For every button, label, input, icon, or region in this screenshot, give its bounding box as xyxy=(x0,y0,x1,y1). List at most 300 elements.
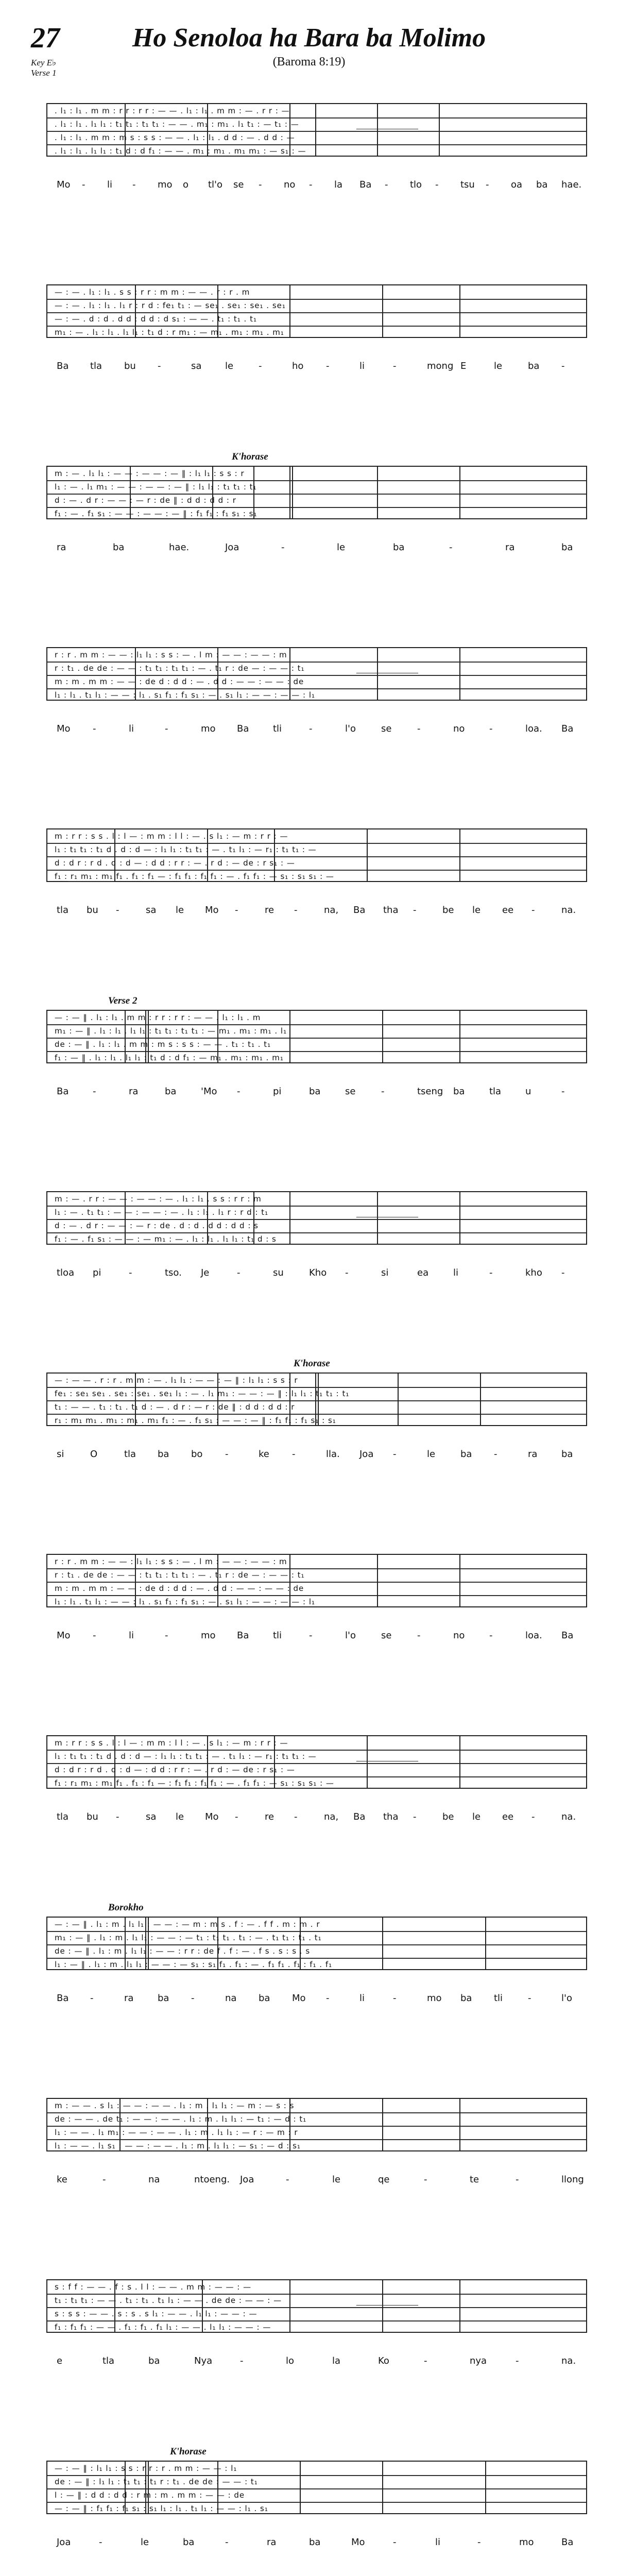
sol-fa-notes: m₁ : — . l₁ : l₁ . l₁ l₁ : t₁ d : r m₁ : — m₁ . m₁ : m₁ . m₁ xyxy=(55,328,284,337)
sol-fa-notes: m : m . m m : — — : de d : d d : — . d d : — — : — — : de xyxy=(55,1584,304,1593)
lyrics-line xyxy=(46,723,587,740)
lyric-syllable: la xyxy=(334,179,343,190)
lyric-syllable: - xyxy=(417,1630,421,1641)
lyric-syllable: - xyxy=(528,1993,531,2004)
sol-fa-notes: l₁ : — . t₁ t₁ : — — : — — : — . l₁ : l₁ . l₁ r : r d : t₁ xyxy=(55,1208,269,1217)
lyric-syllable: ba xyxy=(113,542,125,553)
sol-fa-staff xyxy=(46,466,587,519)
lyrics-line xyxy=(46,2174,587,2191)
lyrics-line xyxy=(46,1630,587,1647)
sol-fa-notes: m : — . r r : — — : — — : — . l₁ : l₁ . s s : r r : m xyxy=(55,1194,262,1204)
slur-mark xyxy=(68,1969,114,1970)
lyric-syllable: ra xyxy=(129,1086,139,1097)
lyric-syllable: - xyxy=(294,1811,298,1822)
lyrics-line xyxy=(46,1267,587,1284)
lyric-syllable: mo xyxy=(201,1630,216,1641)
lyric-syllable: le xyxy=(472,905,481,916)
tenor-row xyxy=(47,1400,586,1414)
sol-fa-notes: l₁ : t₁ t₁ : t₁ d . d : d — : l₁ l₁ : t₁ t₁ : — . t₁ l₁ : — r₁ : t₁ t₁ : — xyxy=(55,1752,317,1761)
sol-fa-notes: m₁ : — ‖ . l₁ : l₁ . l₁ l₁ : t₁ t₁ : t₁ t₁ : — m₁ . m₁ : m₁ . l₁ xyxy=(55,1026,287,1036)
sol-fa-notes: f₁ : — ‖ . l₁ : l₁ . l₁ l₁ : t₁ d : d f₁ : — m₁ . m₁ : m₁ . m₁ xyxy=(55,1053,284,1062)
lyric-syllable: tsu xyxy=(460,179,475,190)
sol-fa-notes: l₁ : l₁ . t₁ l₁ : — — : l₁ . s₁ f₁ : f₁ s₁ : — . s₁ l₁ : — — : — — : l₁ xyxy=(55,690,316,700)
lyric-syllable: ba xyxy=(309,1086,321,1097)
lyric-syllable: na xyxy=(225,1993,237,2004)
alto-row xyxy=(47,299,586,312)
alto-row xyxy=(47,117,586,131)
hymn-number: 27 xyxy=(31,22,60,54)
slur-mark xyxy=(68,1425,114,1426)
slur-mark xyxy=(68,881,114,882)
section-label: K'horase xyxy=(170,2446,207,2457)
soprano-row xyxy=(47,285,586,299)
sol-fa-notes: r : t₁ . de de : — — : t₁ t₁ : t₁ t₁ : — . t₁ r : de — : — — : t₁ xyxy=(55,664,305,673)
lyric-syllable: mong xyxy=(427,361,454,371)
lyric-syllable: - xyxy=(424,2355,427,2366)
lyric-syllable: bo xyxy=(191,1449,203,1460)
lyric-syllable: li xyxy=(359,361,365,371)
verse-1-label: Verse 1 xyxy=(31,67,57,78)
lyric-syllable: nya xyxy=(470,2355,487,2366)
sol-fa-staff xyxy=(46,284,587,338)
sol-fa-staff xyxy=(46,1191,587,1245)
lyric-syllable: Mo xyxy=(57,1630,71,1641)
lyric-syllable: - xyxy=(345,1267,349,1278)
lyric-syllable: - xyxy=(393,1449,397,1460)
lyric-syllable: mo xyxy=(519,2537,534,2548)
soprano-row xyxy=(47,2099,586,2112)
bass-row xyxy=(47,870,586,883)
sol-fa-notes: s : f f : — — . f : s . l l : — — . m m : — — : — xyxy=(55,2282,252,2292)
lyric-syllable: - xyxy=(561,361,565,371)
lyric-syllable: E xyxy=(460,361,467,371)
lyrics-line xyxy=(46,1993,587,2009)
lyric-syllable: tli xyxy=(494,1993,503,2004)
lyric-syllable: - xyxy=(494,1449,497,1460)
lyric-syllable: - xyxy=(225,1449,229,1460)
lyric-syllable: ba xyxy=(460,1993,472,2004)
lyric-syllable: - xyxy=(235,905,238,916)
bass-row xyxy=(47,1051,586,1064)
lyric-syllable: sa xyxy=(146,905,157,916)
lyric-syllable: Nya xyxy=(194,2355,213,2366)
lyric-syllable: na, xyxy=(324,1811,339,1822)
sol-fa-notes: f₁ : f₁ f₁ : — — . f₁ : f₁ . f₁ l₁ : — — . l₁ l₁ : — — : — xyxy=(55,2323,271,2332)
lyric-syllable: Ba xyxy=(353,1811,366,1822)
lyric-syllable: - xyxy=(225,2537,229,2548)
lyric-syllable: ba xyxy=(393,542,405,553)
alto-row xyxy=(47,1387,586,1400)
lyric-syllable: - xyxy=(449,542,453,553)
lyric-syllable: bu xyxy=(87,1811,98,1822)
lyric-syllable: - xyxy=(561,1267,565,1278)
lyric-syllable: - xyxy=(309,1630,313,1641)
lyric-syllable: - xyxy=(381,1086,385,1097)
lyric-syllable: Joa xyxy=(240,2174,254,2185)
lyric-syllable: tli xyxy=(273,723,282,734)
alto-row xyxy=(47,662,586,675)
tenor-row xyxy=(47,1038,586,1051)
sol-fa-notes: l₁ : — ‖ . l₁ : m . l₁ l₁ : — — : — s₁ : s₁ f₁ . f₁ : — . f₁ f₁ . f₁ : f₁ . f₁ xyxy=(55,1960,333,1969)
sol-fa-notes: . l₁ : l₁ . l₁ l₁ : t₁ t₁ : t₁ t₁ : — — . m₁ : m₁ . l₁ t₁ : — t₁ : — xyxy=(55,120,299,129)
lyric-syllable: ra xyxy=(57,542,66,553)
section-label: K'horase xyxy=(294,1358,330,1369)
lyric-syllable: lla. xyxy=(326,1449,340,1460)
lyric-syllable: - xyxy=(116,905,119,916)
lyric-syllable: - xyxy=(82,179,85,190)
lyric-syllable: hae. xyxy=(169,542,190,553)
sol-fa-notes: fe₁ : se₁ se₁ . se₁ : se₁ . se₁ l₁ : — . l₁ m₁ : — — : — ‖ : l₁ l₁ : t₁ t₁ : t₁ xyxy=(55,1389,350,1398)
lyric-syllable: - xyxy=(240,2355,244,2366)
lyric-syllable: - xyxy=(516,2174,519,2185)
sol-fa-staff xyxy=(46,1917,587,1970)
lyric-syllable: Ba xyxy=(57,361,69,371)
lyric-syllable: le xyxy=(141,2537,149,2548)
lyric-syllable: l'o xyxy=(345,723,356,734)
sol-fa-notes: m : m . m m : — — : de d : d d : — . d d : — — : — — : de xyxy=(55,677,304,686)
lyric-syllable: na, xyxy=(324,905,339,916)
lyric-syllable: - xyxy=(385,179,388,190)
alto-row xyxy=(47,2294,586,2307)
sol-fa-notes: l₁ : — . l₁ m₁ : — — : — — : — ‖ : l₁ l₁ : t₁ t₁ : t₁ xyxy=(55,482,257,492)
bass-row xyxy=(47,1414,586,1427)
tenor-row xyxy=(47,1219,586,1232)
lyric-syllable: ba xyxy=(536,179,548,190)
lyric-syllable: tso. xyxy=(165,1267,182,1278)
alto-row xyxy=(47,480,586,494)
lyric-syllable: Ba xyxy=(353,905,366,916)
lyric-syllable: le xyxy=(332,2174,341,2185)
sol-fa-notes: — : — — . r : r . m m : — . l₁ l₁ : — — : — ‖ : l₁ l₁ : s s : r xyxy=(55,1376,298,1385)
lyric-syllable: le xyxy=(337,542,346,553)
lyric-syllable: ee xyxy=(502,905,514,916)
bass-row xyxy=(47,507,586,520)
lyric-syllable: - xyxy=(93,1630,96,1641)
lyric-syllable: - xyxy=(191,1993,195,2004)
lyric-syllable: tla xyxy=(57,1811,69,1822)
sol-fa-notes: m : r r : s s . l : l — : m m : l l : — . s l₁ : — m : r r : — xyxy=(55,1738,288,1748)
tenor-row xyxy=(47,2307,586,2320)
lyric-syllable: ba xyxy=(528,361,540,371)
lyric-syllable: Joa xyxy=(359,1449,374,1460)
sol-fa-staff xyxy=(46,2279,587,2333)
lyric-syllable: bu xyxy=(87,905,98,916)
lyric-syllable: ra xyxy=(267,2537,277,2548)
lyric-syllable: ba xyxy=(148,2355,160,2366)
bass-row xyxy=(47,326,586,339)
lyric-syllable: llong xyxy=(561,2174,584,2185)
lyric-syllable: e xyxy=(57,2355,63,2366)
lyrics-line xyxy=(46,542,587,558)
lyric-syllable: - xyxy=(99,2537,102,2548)
sol-fa-notes: s : s s : — — . s : s . s l₁ : — — . l₁ l₁ : — — : — xyxy=(55,2309,258,2318)
lyric-syllable: kho xyxy=(525,1267,542,1278)
sol-fa-staff xyxy=(46,647,587,701)
section-label: Borokho xyxy=(108,1902,144,1913)
bass-row xyxy=(47,1595,586,1608)
lyric-syllable: - xyxy=(281,542,285,553)
sol-fa-notes: f₁ : r₁ m₁ : m₁ f₁ . f₁ : f₁ — : f₁ f₁ : f₁ f₁ : — . f₁ f₁ : — s₁ : s₁ s₁ : — xyxy=(55,1778,334,1788)
lyric-syllable: ee xyxy=(502,1811,514,1822)
lyric-syllable: tseng xyxy=(417,1086,443,1097)
sol-fa-staff xyxy=(46,828,587,882)
sol-fa-notes: . l₁ : l₁ . l₁ l₁ : t₁ d : d f₁ : — — . m₁ : m₁ . m₁ m₁ : — s₁ : — xyxy=(55,146,306,156)
lyric-syllable: - xyxy=(489,1630,493,1641)
sol-fa-notes: . l₁ : l₁ . m m : r r : r r : — — . l₁ : l₁ . m m : — . r r : — xyxy=(55,106,290,115)
lyric-syllable: pi xyxy=(93,1267,101,1278)
bass-row xyxy=(47,688,586,702)
sol-fa-notes: — : — . d : d . d d : d d : d s₁ : — — . t₁ : t₁ . t₁ xyxy=(55,314,257,324)
lyric-syllable: ntoeng. xyxy=(194,2174,230,2185)
lyric-syllable: re xyxy=(265,905,274,916)
key-label: Key E♭ xyxy=(31,58,57,67)
scripture-reference: (Baroma 8:19) xyxy=(272,55,346,69)
lyric-syllable: - xyxy=(237,1086,241,1097)
tenor-row xyxy=(47,856,586,870)
sol-fa-notes: m : — — . s l₁ : — — : — — . l₁ : m . l₁ l₁ : — m : — s : s xyxy=(55,2101,295,2110)
lyric-syllable: ke xyxy=(259,1449,269,1460)
lyric-syllable: - xyxy=(424,2174,427,2185)
lyric-syllable: ho xyxy=(292,361,304,371)
alto-row xyxy=(47,2112,586,2126)
sol-fa-notes: l₁ : t₁ t₁ : t₁ d . d : d — : l₁ l₁ : t₁ t₁ : — . t₁ l₁ : — r₁ : t₁ t₁ : — xyxy=(55,845,317,854)
alto-row xyxy=(47,1750,586,1763)
lyric-syllable: le xyxy=(176,1811,184,1822)
tenor-row xyxy=(47,1763,586,1776)
bass-row xyxy=(47,1958,586,1971)
lyric-syllable: na. xyxy=(561,905,576,916)
lyric-syllable: qe xyxy=(378,2174,390,2185)
lyric-syllable: Joa xyxy=(225,542,239,553)
lyric-syllable: - xyxy=(516,2355,519,2366)
lyric-syllable: li xyxy=(435,2537,441,2548)
lyric-syllable: ba xyxy=(259,1993,270,2004)
lyric-syllable: Mo xyxy=(205,1811,219,1822)
lyrics-line xyxy=(46,2537,587,2553)
lyric-syllable: hae. xyxy=(561,179,582,190)
lyric-syllable: na xyxy=(148,2174,160,2185)
lyric-syllable: o xyxy=(183,179,189,190)
lyric-syllable: - xyxy=(477,2537,481,2548)
lyric-syllable: - xyxy=(93,723,96,734)
lyric-syllable: - xyxy=(435,179,439,190)
sol-fa-notes: d : — . d r : — — : — r : de . d : d . d d : d d : s xyxy=(55,1221,259,1230)
lyric-syllable: li xyxy=(129,1630,134,1641)
sol-fa-notes: r₁ : m₁ m₁ . m₁ : m₁ . m₁ f₁ : — . f₁ s₁ : — — : — ‖ : f₁ f₁ : f₁ s₁ : s₁ xyxy=(55,1416,336,1425)
lyric-syllable: na. xyxy=(561,2355,576,2366)
sol-fa-staff xyxy=(46,1372,587,1426)
lyric-syllable: ba xyxy=(309,2537,321,2548)
lyric-syllable: Ba xyxy=(57,1993,69,2004)
lyric-syllable: si xyxy=(57,1449,64,1460)
lyrics-line xyxy=(46,1086,587,1103)
lyric-syllable: no xyxy=(453,1630,465,1641)
lyric-syllable: tl'o xyxy=(208,179,223,190)
lyric-syllable: sa xyxy=(146,1811,157,1822)
lyric-syllable: - xyxy=(326,361,330,371)
sol-fa-notes: — : — ‖ . l₁ : l₁ . m m : r r : r r : — — . l₁ : l₁ . m xyxy=(55,1013,261,1022)
sol-fa-notes: l₁ : — — . l₁ m₁ : — — : — — . l₁ : m . l₁ l₁ : — r : — m : r xyxy=(55,2128,298,2137)
sol-fa-notes: r : r . m m : — — : l₁ l₁ : s s : — . l m : — — : — — : m xyxy=(55,1557,287,1566)
lyric-syllable: - xyxy=(486,179,489,190)
sol-fa-notes: . l₁ : l₁ . m m : m s : s s : — — . l₁ : l₁ . d d : — . d d : — xyxy=(55,133,295,142)
alto-row xyxy=(47,843,586,856)
lyric-syllable: - xyxy=(309,179,313,190)
lyric-syllable: Ba xyxy=(561,2537,574,2548)
sol-fa-notes: l₁ : l₁ . t₁ l₁ : — — : l₁ . s₁ f₁ : f₁ s₁ : — . s₁ l₁ : — — : — — : l₁ xyxy=(55,1597,316,1606)
lyric-syllable: no xyxy=(453,723,465,734)
lyric-syllable: - xyxy=(129,1267,132,1278)
sol-fa-notes: d : — . d r : — — : — r : de ‖ : d d : d d : r xyxy=(55,496,236,505)
lyric-syllable: Mo xyxy=(57,723,71,734)
lyric-syllable: se xyxy=(345,1086,356,1097)
lyric-syllable: - xyxy=(158,361,161,371)
lyric-syllable: O xyxy=(90,1449,98,1460)
lyric-syllable: - xyxy=(102,2174,106,2185)
tenor-row xyxy=(47,2126,586,2139)
soprano-row xyxy=(47,1736,586,1750)
lyric-syllable: ba xyxy=(453,1086,465,1097)
lyric-syllable: ba xyxy=(561,1449,573,1460)
lyric-syllable: - xyxy=(393,361,397,371)
lyrics-line xyxy=(46,1811,587,1828)
lyric-syllable: Mo xyxy=(205,905,219,916)
soprano-row xyxy=(47,1192,586,1206)
sol-fa-notes: l₁ : — — . l₁ s₁ : — — : — — . l₁ : m . l₁ l₁ : — s₁ : — d : s₁ xyxy=(55,2141,301,2150)
soprano-row xyxy=(47,104,586,117)
soprano-row xyxy=(47,829,586,843)
sol-fa-notes: r : t₁ . de de : — — : t₁ t₁ : t₁ t₁ : — . t₁ r : de — : — — : t₁ xyxy=(55,1570,305,1580)
lyrics-line xyxy=(46,361,587,377)
hymn-header xyxy=(0,0,618,77)
lyric-syllable: loa. xyxy=(525,1630,542,1641)
lyric-syllable: ea xyxy=(417,1267,429,1278)
tenor-row xyxy=(47,131,586,144)
lyric-syllable: - xyxy=(116,1811,119,1822)
alto-row xyxy=(47,1568,586,1582)
lyric-syllable: - xyxy=(326,1993,330,2004)
lyric-syllable: - xyxy=(413,905,417,916)
sol-fa-notes: f₁ : — . f₁ s₁ : — — : — — : — ‖ : f₁ f₁ : f₁ s₁ : s₁ xyxy=(55,509,258,518)
lyric-syllable: tha xyxy=(383,905,399,916)
lyric-syllable: mo xyxy=(158,179,173,190)
lyric-syllable: - xyxy=(165,1630,168,1641)
soprano-row xyxy=(47,1011,586,1024)
lyrics-line xyxy=(46,179,587,196)
lyric-syllable: ra xyxy=(505,542,515,553)
lyric-syllable: l'o xyxy=(345,1630,356,1641)
lyric-syllable: ba xyxy=(158,1993,169,2004)
lyric-syllable: - xyxy=(393,2537,397,2548)
bass-row xyxy=(47,1776,586,1790)
sol-fa-staff xyxy=(46,1010,587,1063)
lyric-syllable: ba xyxy=(165,1086,177,1097)
sol-fa-notes: — : — . l₁ : l₁ . l₁ r : r d : fe₁ t₁ : — se₁ . se₁ : se₁ . se₁ xyxy=(55,301,286,310)
sol-fa-notes: — : — ‖ . l₁ : m . l₁ l₁ : — — : — m : m s . f : — . f f . m : m . r xyxy=(55,1920,320,1929)
lyric-syllable: l'o xyxy=(561,1993,572,2004)
lyric-syllable: Mo xyxy=(292,1993,306,2004)
lyric-syllable: - xyxy=(237,1267,241,1278)
lyric-syllable: re xyxy=(265,1811,274,1822)
lyric-syllable: ke xyxy=(57,2174,67,2185)
lyric-syllable: no xyxy=(284,179,296,190)
lyric-syllable: na. xyxy=(561,1811,576,1822)
lyric-syllable: ra xyxy=(528,1449,538,1460)
lyric-syllable: tloa xyxy=(57,1267,75,1278)
lyric-syllable: tlo xyxy=(410,179,422,190)
sol-fa-notes: de : — ‖ . l₁ : l₁ . m m : m s : s s : — — . t₁ : t₁ . t₁ xyxy=(55,1040,271,1049)
lyric-syllable: - xyxy=(561,1086,565,1097)
sol-fa-notes: f₁ : r₁ m₁ : m₁ f₁ . f₁ : f₁ — : f₁ f₁ : f₁ f₁ : — . f₁ f₁ : — s₁ : s₁ s₁ : — xyxy=(55,872,334,881)
lyric-syllable: tla xyxy=(90,361,102,371)
lyric-syllable: - xyxy=(309,723,313,734)
lyric-syllable: - xyxy=(259,361,262,371)
lyric-syllable: le xyxy=(225,361,234,371)
sol-fa-notes: m : — . l₁ l₁ : — — : — — : — ‖ : l₁ l₁ : s s : r xyxy=(55,469,245,478)
slur-mark xyxy=(68,2513,114,2514)
lyric-syllable: tla xyxy=(57,905,69,916)
sol-fa-notes: d : d r : r d . d : d — : d d : r r : — . r d : — de : r s₁ : — xyxy=(55,1765,295,1774)
lyric-syllable: li xyxy=(107,179,113,190)
sol-fa-notes: l : — ‖ : d d : d d : r m : m . m m : — — : de xyxy=(55,2490,245,2500)
tenor-row xyxy=(47,1582,586,1595)
lyric-syllable: - xyxy=(132,179,136,190)
sol-fa-staff xyxy=(46,1735,587,1789)
sol-fa-staff xyxy=(46,2098,587,2151)
bass-row xyxy=(47,2502,586,2515)
lyric-syllable: loa. xyxy=(525,723,542,734)
bass-row xyxy=(47,2139,586,2153)
lyric-syllable: - xyxy=(235,1811,238,1822)
sol-fa-notes: t₁ : t₁ t₁ : — — . t₁ : t₁ . t₁ l₁ : — — . de de : — — : — xyxy=(55,2296,282,2305)
sol-fa-notes: m : r r : s s . l : l — : m m : l l : — . s l₁ : — m : r r : — xyxy=(55,832,288,841)
sol-fa-notes: de : — ‖ : l₁ l₁ : t₁ t₁ : t₁ r : t₁ . de de : — — : t₁ xyxy=(55,2477,258,2486)
lyric-syllable: Ba xyxy=(237,1630,249,1641)
alto-row xyxy=(47,1931,586,1944)
lyric-syllable: tla xyxy=(124,1449,136,1460)
lyric-syllable: pi xyxy=(273,1086,282,1097)
soprano-row xyxy=(47,467,586,480)
lyric-syllable: be xyxy=(442,1811,454,1822)
lyric-syllable: la xyxy=(332,2355,341,2366)
lyric-syllable: - xyxy=(259,179,262,190)
sol-fa-staff xyxy=(46,103,587,157)
lyric-syllable: Ko xyxy=(378,2355,389,2366)
lyric-syllable: ba xyxy=(183,2537,195,2548)
slur-mark xyxy=(356,2305,418,2306)
lyric-syllable: - xyxy=(489,1267,493,1278)
lyric-syllable: bu xyxy=(124,361,136,371)
sol-fa-staff xyxy=(46,2461,587,2514)
lyric-syllable: lo xyxy=(286,2355,295,2366)
sol-fa-notes: m₁ : — ‖ . l₁ : m . l₁ l₁ : — — : — t₁ : t₁ t₁ . t₁ : — . t₁ t₁ : t₁ . t₁ xyxy=(55,1933,322,1942)
lyric-syllable: 'Mo xyxy=(201,1086,217,1097)
soprano-row xyxy=(47,2462,586,2475)
lyric-syllable: ba xyxy=(158,1449,169,1460)
lyric-syllable: Kho xyxy=(309,1267,327,1278)
lyric-syllable: - xyxy=(286,2174,289,2185)
lyrics-line xyxy=(46,2355,587,2372)
alto-row xyxy=(47,1206,586,1219)
lyric-syllable: te xyxy=(470,2174,479,2185)
lyric-syllable: su xyxy=(273,1267,284,1278)
lyric-syllable: Ba xyxy=(561,1630,574,1641)
lyric-syllable: Mo xyxy=(57,179,71,190)
lyric-syllable: tha xyxy=(383,1811,399,1822)
sol-fa-notes: t₁ : — — . t₁ : t₁ . t₁ d : — . d r : — r : de ‖ : d d : d d : r xyxy=(55,1402,295,1412)
lyric-syllable: - xyxy=(294,905,298,916)
lyric-syllable: Ba xyxy=(359,179,372,190)
